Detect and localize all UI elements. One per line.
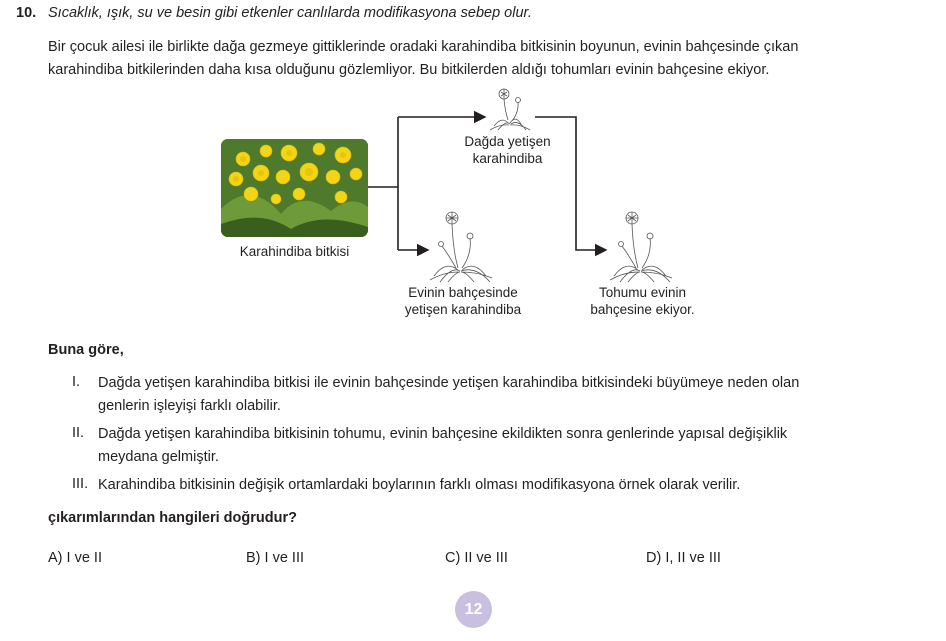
garden-dandelion-icon [428,210,494,284]
statement-3: Karahindiba bitkisinin değişik ortamlardaki boylarının farklı olması modifikasyona örnek olarak verilir. [98,477,741,493]
statement-1: Dağda yetişen karahindiba bitkisi ile evinin bahçesinde yetişen karahindiba bitkisindeki büyümeye neden olan genlerin işleyişi farklı olabilir. [98,375,800,414]
dandelion-photo [221,139,368,237]
statement-2-number: II. [72,425,85,441]
garden-caption: Evinin bahçesinde yetişen karahindiba [404,285,522,317]
paragraph-line-2: karahindiba bitkilerinden daha kısa olduğunu gözlemliyor. Bu bitkilerden aldığı tohumları evinin bahçesine ekiyor. [48,62,770,78]
choice-a[interactable]: A) I ve II [48,550,102,566]
paragraph-line-1: Bir çocuk ailesi ile birlikte dağa gezmeye gittiklerinde oradaki karahindiba bitkisinin boyunun, evinin bahçesinde çıkan [48,39,799,55]
statement-2: Dağda yetişen karahindiba bitkisinin tohumu, evinin bahçesine ekildikten sonra genlerinde yapısal değişiklik meydana gelmiştir. [98,426,788,465]
statement-1-number: I. [72,374,81,390]
choice-c[interactable]: C) II ve III [445,550,508,566]
question-title: Sıcaklık, ışık, su ve besin gibi etkenler canlılarda modifikasyona sebep olur. [48,5,532,21]
statement-3-number: III. [72,476,89,492]
question-ask: çıkarımlarından hangileri doğrudur? [48,510,297,526]
prompt-text: Buna göre, [48,342,124,358]
sown-caption: Tohumu evinin bahçesine ekiyor. [590,285,695,317]
question-paragraph [48,36,928,82]
page-number-badge: 12 [455,591,492,628]
photo-caption: Karahindiba bitkisi [239,244,350,259]
mountain-dandelion-icon [488,86,532,132]
question-number: 10. [16,5,37,21]
choice-b[interactable]: B) I ve III [246,550,305,566]
sown-dandelion-icon [608,210,674,284]
mountain-caption: Dağda yetişen karahindiba [464,134,551,166]
choice-d[interactable]: D) I, II ve III [646,550,721,566]
